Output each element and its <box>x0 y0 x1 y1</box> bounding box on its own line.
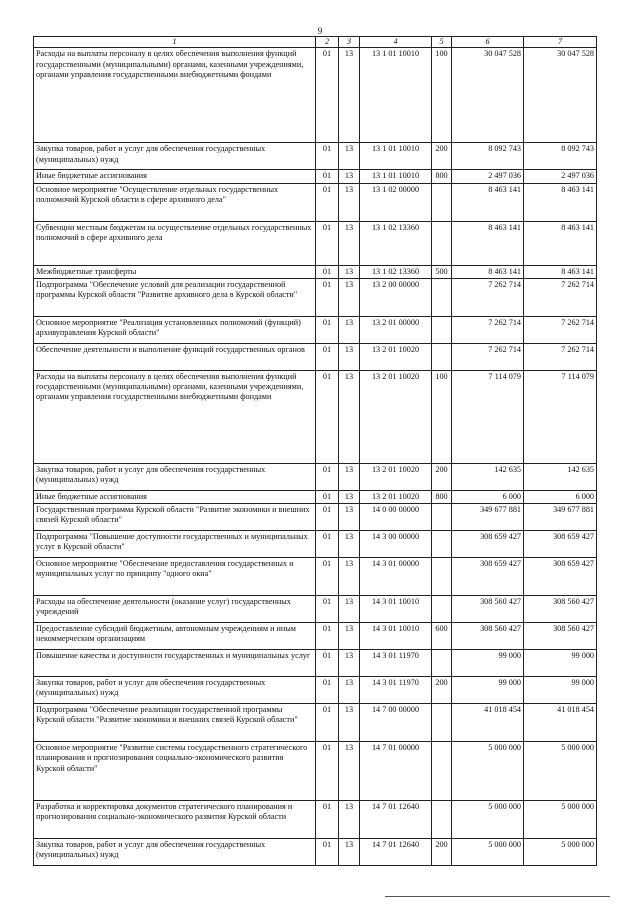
row-amount-2: 8 092 743 <box>524 143 597 170</box>
row-target-article: 14 7 01 00000 <box>360 742 432 801</box>
row-target-article: 13 2 00 00000 <box>360 278 432 316</box>
table-row <box>34 143 597 170</box>
row-target-article: 13 1 01 10010 <box>360 170 432 183</box>
row-target-article: 14 3 01 11970 <box>360 677 432 704</box>
row-amount-2: 8 463 141 <box>524 265 597 278</box>
table-row <box>34 316 597 343</box>
row-expense-type: 200 <box>432 463 452 490</box>
row-name: Закупка товаров, работ и услуг для обеспечения государственных (муниципальных) нужд <box>34 677 316 704</box>
row-expense-type <box>432 558 452 596</box>
row-section: 01 <box>316 463 339 490</box>
row-expense-type <box>432 531 452 558</box>
row-subsection: 13 <box>339 742 360 801</box>
row-amount-2: 349 677 881 <box>524 504 597 531</box>
row-subsection: 13 <box>339 265 360 278</box>
table-row <box>34 677 597 704</box>
row-amount-2: 5 000 000 <box>524 801 597 839</box>
row-target-article: 14 0 00 00000 <box>360 504 432 531</box>
row-name: Разработка и корректировка документов стратегического планирования и прогнозирования социально-экономического развития Курской области <box>34 801 316 839</box>
table-row <box>34 183 597 221</box>
row-name: Повышение качества и доступности государственных и муниципальных услуг <box>34 650 316 677</box>
row-target-article: 14 7 01 12640 <box>360 839 432 866</box>
table-row <box>34 558 597 596</box>
row-amount-1: 8 463 141 <box>452 183 524 221</box>
column-header: 3 <box>339 37 360 48</box>
row-name: Подпрограмма "Обеспечение реализации государственной программы Курской области "Развитие экономики и внешних связей Курской области" <box>34 704 316 742</box>
row-section: 01 <box>316 343 339 370</box>
row-section: 01 <box>316 370 339 463</box>
row-name: Иные бюджетные ассигнования <box>34 490 316 503</box>
row-amount-1: 308 659 427 <box>452 531 524 558</box>
row-subsection: 13 <box>339 801 360 839</box>
table-row <box>34 48 597 143</box>
table-row <box>34 265 597 278</box>
row-subsection: 13 <box>339 370 360 463</box>
row-section: 01 <box>316 623 339 650</box>
row-name: Закупка товаров, работ и услуг для обеспечения государственных (муниципальных) нужд <box>34 143 316 170</box>
page-number: 9 <box>317 26 323 36</box>
table-row <box>34 278 597 316</box>
row-section: 01 <box>316 143 339 170</box>
row-subsection: 13 <box>339 531 360 558</box>
row-expense-type: 100 <box>432 370 452 463</box>
row-expense-type: 600 <box>432 623 452 650</box>
row-amount-1: 7 114 079 <box>452 370 524 463</box>
row-subsection: 13 <box>339 221 360 265</box>
row-section: 01 <box>316 48 339 143</box>
row-name: Государственная программа Курской области "Развитие экономики и внешних связей Курской области" <box>34 504 316 531</box>
row-subsection: 13 <box>339 558 360 596</box>
row-expense-type <box>432 504 452 531</box>
row-amount-1: 308 659 427 <box>452 558 524 596</box>
row-amount-2: 8 463 141 <box>524 221 597 265</box>
table-row <box>34 170 597 183</box>
row-section: 01 <box>316 704 339 742</box>
row-amount-1: 99 000 <box>452 650 524 677</box>
row-name: Расходы на выплаты персоналу в целях обеспечения выполнения функций государственными (муниципальными) органами, казенными учреждениями, органами управления государственными внебюджетными фондами <box>34 370 316 463</box>
row-section: 01 <box>316 596 339 623</box>
row-section: 01 <box>316 183 339 221</box>
row-section: 01 <box>316 278 339 316</box>
row-amount-2: 7 262 714 <box>524 343 597 370</box>
row-target-article: 13 1 01 10010 <box>360 143 432 170</box>
row-section: 01 <box>316 801 339 839</box>
row-subsection: 13 <box>339 596 360 623</box>
row-subsection: 13 <box>339 183 360 221</box>
row-name: Закупка товаров, работ и услуг для обеспечения государственных (муниципальных) нужд <box>34 839 316 866</box>
row-expense-type: 800 <box>432 170 452 183</box>
row-amount-1: 5 000 000 <box>452 801 524 839</box>
row-subsection: 13 <box>339 48 360 143</box>
row-name: Субвенции местным бюджетам на осуществление отдельных государственных полномочий в сфере архивного дела <box>34 221 316 265</box>
row-target-article: 14 3 01 00000 <box>360 558 432 596</box>
row-amount-2: 6 000 <box>524 490 597 503</box>
column-header: 6 <box>452 37 524 48</box>
row-expense-type: 200 <box>432 677 452 704</box>
row-amount-1: 7 262 714 <box>452 343 524 370</box>
row-target-article: 13 2 01 10020 <box>360 343 432 370</box>
row-subsection: 13 <box>339 278 360 316</box>
row-amount-2: 308 560 427 <box>524 623 597 650</box>
row-subsection: 13 <box>339 650 360 677</box>
column-header: 1 <box>34 37 316 48</box>
row-section: 01 <box>316 504 339 531</box>
row-subsection: 13 <box>339 677 360 704</box>
row-name: Основное мероприятие "Реализация установленных полномочий (функций) архивуправления Курской области" <box>34 316 316 343</box>
row-amount-2: 7 114 079 <box>524 370 597 463</box>
row-amount-1: 7 262 714 <box>452 278 524 316</box>
row-target-article: 13 2 01 00000 <box>360 316 432 343</box>
row-section: 01 <box>316 677 339 704</box>
row-subsection: 13 <box>339 343 360 370</box>
row-name: Расходы на обеспечение деятельности (оказание услуг) государственных учреждений <box>34 596 316 623</box>
row-target-article: 13 1 02 13360 <box>360 221 432 265</box>
row-target-article: 13 1 01 10010 <box>360 48 432 143</box>
table-row <box>34 370 597 463</box>
row-amount-1: 2 497 036 <box>452 170 524 183</box>
row-name: Основное мероприятие "Развитие системы государственного стратегического планирования и прогнозирования социально-экономического развития Курской области" <box>34 742 316 801</box>
row-name: Подпрограмма "Обеспечение условий для реализации государственной программы Курской области "Развитие архивного дела в Курской области" <box>34 278 316 316</box>
table-row <box>34 490 597 503</box>
row-expense-type <box>432 596 452 623</box>
row-name: Основное мероприятие "Осуществление отдельных государственных полномочий Курской области в сфере архивного дела" <box>34 183 316 221</box>
row-amount-2: 5 000 000 <box>524 742 597 801</box>
table-header-row <box>34 37 597 48</box>
budget-table <box>33 36 597 866</box>
row-amount-2: 99 000 <box>524 650 597 677</box>
row-target-article: 13 2 01 10020 <box>360 463 432 490</box>
row-amount-1: 308 560 427 <box>452 623 524 650</box>
row-target-article: 13 2 01 10020 <box>360 490 432 503</box>
row-subsection: 13 <box>339 490 360 503</box>
row-expense-type <box>432 650 452 677</box>
row-target-article: 14 7 00 00000 <box>360 704 432 742</box>
row-amount-2: 7 262 714 <box>524 278 597 316</box>
row-name: Расходы на выплаты персоналу в целях обеспечения выполнения функций государственными (муниципальными) органами, казенными учреждениями, органами управления государственными внебюджетными фондами <box>34 48 316 143</box>
table-row <box>34 742 597 801</box>
row-target-article: 13 1 02 13360 <box>360 265 432 278</box>
row-amount-1: 6 000 <box>452 490 524 503</box>
row-expense-type: 200 <box>432 839 452 866</box>
column-header: 4 <box>360 37 432 48</box>
row-expense-type <box>432 221 452 265</box>
row-amount-1: 349 677 881 <box>452 504 524 531</box>
row-amount-2: 30 047 528 <box>524 48 597 143</box>
table-row <box>34 596 597 623</box>
row-expense-type <box>432 704 452 742</box>
row-name: Подпрограмма "Повышение доступности государственных и муниципальных услуг в Курской области" <box>34 531 316 558</box>
row-subsection: 13 <box>339 316 360 343</box>
column-header: 7 <box>524 37 597 48</box>
row-section: 01 <box>316 265 339 278</box>
row-expense-type <box>432 742 452 801</box>
row-amount-2: 99 000 <box>524 677 597 704</box>
row-amount-2: 2 497 036 <box>524 170 597 183</box>
row-amount-2: 142 635 <box>524 463 597 490</box>
row-section: 01 <box>316 650 339 677</box>
row-amount-1: 308 560 427 <box>452 596 524 623</box>
row-expense-type <box>432 183 452 221</box>
row-target-article: 13 2 01 10020 <box>360 370 432 463</box>
column-header: 5 <box>432 37 452 48</box>
row-expense-type: 100 <box>432 48 452 143</box>
row-amount-1: 5 000 000 <box>452 839 524 866</box>
row-amount-1: 99 000 <box>452 677 524 704</box>
row-subsection: 13 <box>339 704 360 742</box>
row-name: Предоставление субсидий бюджетным, автономным учреждениям и иным некоммерческим организациям <box>34 623 316 650</box>
row-name: Иные бюджетные ассигнования <box>34 170 316 183</box>
row-target-article: 14 3 01 11970 <box>360 650 432 677</box>
row-name: Межбюджетные трансферты <box>34 265 316 278</box>
table-row <box>34 650 597 677</box>
row-amount-2: 308 659 427 <box>524 531 597 558</box>
row-subsection: 13 <box>339 143 360 170</box>
row-target-article: 14 3 01 10010 <box>360 596 432 623</box>
row-expense-type: 500 <box>432 265 452 278</box>
row-amount-2: 308 659 427 <box>524 558 597 596</box>
table-row <box>34 463 597 490</box>
row-target-article: 14 3 01 10010 <box>360 623 432 650</box>
table-row <box>34 343 597 370</box>
row-section: 01 <box>316 490 339 503</box>
row-amount-1: 8 463 141 <box>452 221 524 265</box>
row-amount-1: 7 262 714 <box>452 316 524 343</box>
row-section: 01 <box>316 221 339 265</box>
row-expense-type <box>432 316 452 343</box>
row-amount-2: 41 018 454 <box>524 704 597 742</box>
row-amount-1: 30 047 528 <box>452 48 524 143</box>
row-section: 01 <box>316 170 339 183</box>
row-expense-type <box>432 343 452 370</box>
table-row <box>34 801 597 839</box>
row-target-article: 13 1 02 00000 <box>360 183 432 221</box>
table-row <box>34 221 597 265</box>
row-subsection: 13 <box>339 839 360 866</box>
row-expense-type <box>432 278 452 316</box>
row-amount-1: 5 000 000 <box>452 742 524 801</box>
row-amount-1: 142 635 <box>452 463 524 490</box>
row-amount-1: 8 092 743 <box>452 143 524 170</box>
row-amount-1: 41 018 454 <box>452 704 524 742</box>
row-expense-type: 200 <box>432 143 452 170</box>
row-amount-2: 308 560 427 <box>524 596 597 623</box>
row-section: 01 <box>316 531 339 558</box>
row-section: 01 <box>316 839 339 866</box>
row-name: Основное мероприятие "Обеспечение предоставления государственных и муниципальных услуг по принципу "одного окна" <box>34 558 316 596</box>
table-row <box>34 531 597 558</box>
table-row <box>34 704 597 742</box>
table-row <box>34 839 597 866</box>
row-target-article: 14 7 01 12640 <box>360 801 432 839</box>
row-amount-2: 5 000 000 <box>524 839 597 866</box>
row-target-article: 14 3 00 00000 <box>360 531 432 558</box>
row-amount-1: 8 463 141 <box>452 265 524 278</box>
table-row <box>34 623 597 650</box>
row-section: 01 <box>316 558 339 596</box>
table-row <box>34 504 597 531</box>
row-subsection: 13 <box>339 463 360 490</box>
row-subsection: 13 <box>339 170 360 183</box>
row-name: Обеспечение деятельности и выполнение функций государственных органов <box>34 343 316 370</box>
row-expense-type: 800 <box>432 490 452 503</box>
footer-rule <box>385 896 610 897</box>
row-expense-type <box>432 801 452 839</box>
row-name: Закупка товаров, работ и услуг для обеспечения государственных (муниципальных) нужд <box>34 463 316 490</box>
row-subsection: 13 <box>339 504 360 531</box>
row-amount-2: 8 463 141 <box>524 183 597 221</box>
row-section: 01 <box>316 316 339 343</box>
row-section: 01 <box>316 742 339 801</box>
column-header: 2 <box>316 37 339 48</box>
row-amount-2: 7 262 714 <box>524 316 597 343</box>
row-subsection: 13 <box>339 623 360 650</box>
